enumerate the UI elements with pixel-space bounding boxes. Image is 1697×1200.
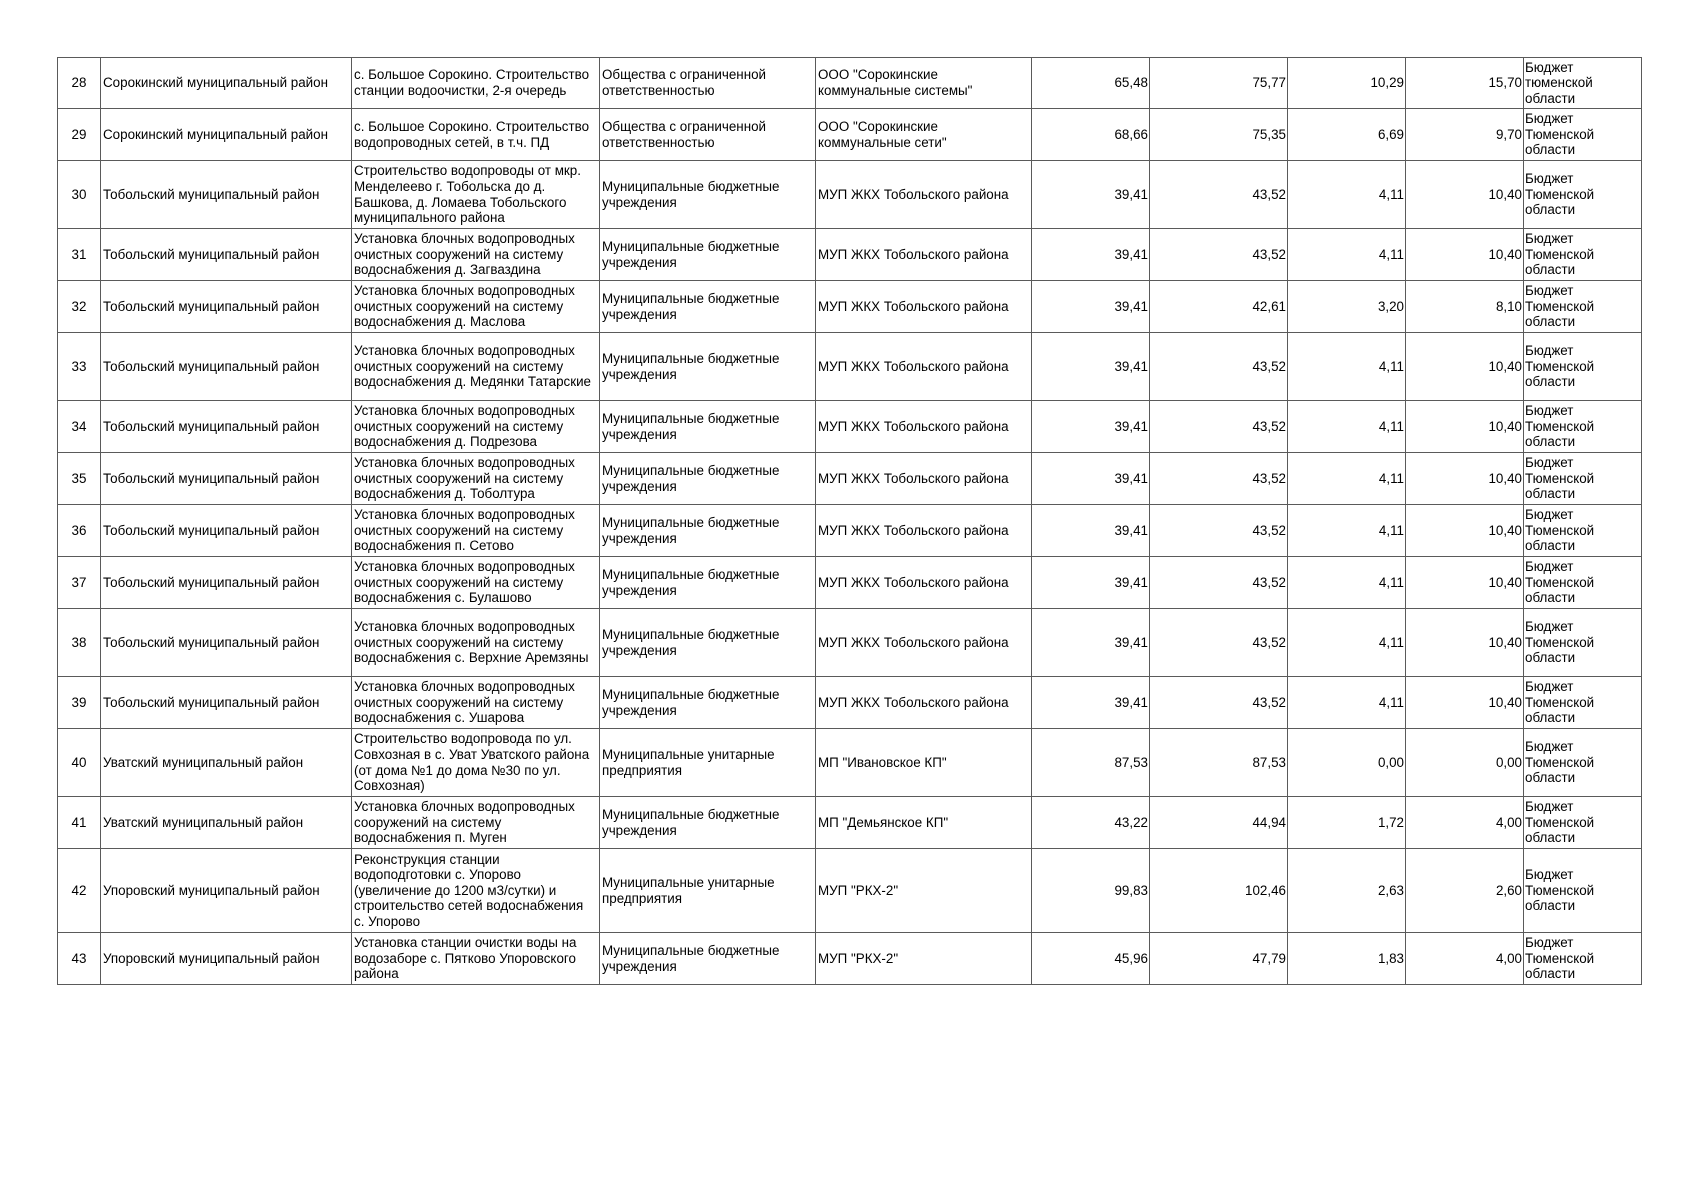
value-4-cell: 8,10 bbox=[1406, 281, 1524, 333]
value-3-cell: 1,72 bbox=[1288, 797, 1406, 849]
table-row bbox=[58, 677, 1642, 729]
value-3-cell: 4,11 bbox=[1288, 401, 1406, 453]
table-row bbox=[58, 609, 1642, 677]
organization-cell: ООО "Сорокинские коммунальные сети" bbox=[816, 109, 1032, 161]
value-1-cell: 39,41 bbox=[1032, 557, 1150, 609]
funding-source-cell: Бюджет Тюменской области bbox=[1524, 729, 1642, 797]
district-cell: Уватский муниципальный район bbox=[101, 797, 352, 849]
table-row bbox=[58, 401, 1642, 453]
value-1-cell: 87,53 bbox=[1032, 729, 1150, 797]
value-1-cell: 99,83 bbox=[1032, 849, 1150, 933]
table-row bbox=[58, 453, 1642, 505]
org-type-cell: Муниципальные бюджетные учреждения bbox=[600, 933, 816, 985]
organization-cell: МУП ЖКХ Тобольского района bbox=[816, 677, 1032, 729]
funding-source-cell: Бюджет Тюменской области bbox=[1524, 609, 1642, 677]
funding-source-cell: Бюджет Тюменской области bbox=[1524, 849, 1642, 933]
funding-source-cell: Бюджет Тюменской области bbox=[1524, 333, 1642, 401]
value-2-cell: 43,52 bbox=[1150, 229, 1288, 281]
value-3-cell: 0,00 bbox=[1288, 729, 1406, 797]
value-1-cell: 39,41 bbox=[1032, 229, 1150, 281]
project-cell: Установка блочных водопроводных очистных сооружений на систему водоснабжения с. Верхние Аремзяны bbox=[352, 609, 600, 677]
row-number: 30 bbox=[58, 161, 101, 229]
table-row bbox=[58, 109, 1642, 161]
value-2-cell: 43,52 bbox=[1150, 609, 1288, 677]
org-type-cell: Муниципальные бюджетные учреждения bbox=[600, 557, 816, 609]
value-4-cell: 10,40 bbox=[1406, 229, 1524, 281]
organization-cell: МУП ЖКХ Тобольского района bbox=[816, 161, 1032, 229]
value-1-cell: 39,41 bbox=[1032, 609, 1150, 677]
project-cell: Установка станции очистки воды на водозаборе с. Пятково Упоровского района bbox=[352, 933, 600, 985]
org-type-cell: Муниципальные бюджетные учреждения bbox=[600, 161, 816, 229]
org-type-cell: Муниципальные бюджетные учреждения bbox=[600, 333, 816, 401]
value-1-cell: 39,41 bbox=[1032, 677, 1150, 729]
value-3-cell: 4,11 bbox=[1288, 333, 1406, 401]
row-number: 39 bbox=[58, 677, 101, 729]
org-type-cell: Муниципальные бюджетные учреждения bbox=[600, 505, 816, 557]
district-cell: Тобольский муниципальный район bbox=[101, 557, 352, 609]
value-2-cell: 42,61 bbox=[1150, 281, 1288, 333]
project-cell: Установка блочных водопроводных очистных сооружений на систему водоснабжения д. Маслова bbox=[352, 281, 600, 333]
district-cell: Тобольский муниципальный район bbox=[101, 453, 352, 505]
value-4-cell: 10,40 bbox=[1406, 505, 1524, 557]
value-4-cell: 10,40 bbox=[1406, 677, 1524, 729]
org-type-cell: Муниципальные бюджетные учреждения bbox=[600, 677, 816, 729]
table-body bbox=[58, 58, 1642, 985]
project-cell: Установка блочных водопроводных очистных сооружений на систему водоснабжения п. Сетово bbox=[352, 505, 600, 557]
project-cell: Установка блочных водопроводных очистных сооружений на систему водоснабжения с. Булашово bbox=[352, 557, 600, 609]
org-type-cell: Муниципальные бюджетные учреждения bbox=[600, 401, 816, 453]
value-3-cell: 1,83 bbox=[1288, 933, 1406, 985]
project-cell: Установка блочных водопроводных очистных сооружений на систему водоснабжения д. Тоболтура bbox=[352, 453, 600, 505]
org-type-cell: Муниципальные бюджетные учреждения bbox=[600, 453, 816, 505]
district-cell: Тобольский муниципальный район bbox=[101, 505, 352, 557]
value-2-cell: 43,52 bbox=[1150, 453, 1288, 505]
district-cell: Тобольский муниципальный район bbox=[101, 401, 352, 453]
funding-source-cell: Бюджет Тюменской области bbox=[1524, 161, 1642, 229]
value-2-cell: 44,94 bbox=[1150, 797, 1288, 849]
value-2-cell: 43,52 bbox=[1150, 677, 1288, 729]
district-cell: Тобольский муниципальный район bbox=[101, 333, 352, 401]
row-number: 34 bbox=[58, 401, 101, 453]
funding-source-cell: Бюджет Тюменской области bbox=[1524, 401, 1642, 453]
row-number: 42 bbox=[58, 849, 101, 933]
project-cell: с. Большое Сорокино. Строительство водопроводных сетей, в т.ч. ПД bbox=[352, 109, 600, 161]
value-4-cell: 15,70 bbox=[1406, 58, 1524, 109]
value-1-cell: 45,96 bbox=[1032, 933, 1150, 985]
district-cell: Уватский муниципальный район bbox=[101, 729, 352, 797]
value-1-cell: 39,41 bbox=[1032, 453, 1150, 505]
funding-source-cell: Бюджет Тюменской области bbox=[1524, 677, 1642, 729]
project-cell: Установка блочных водопроводных очистных сооружений на систему водоснабжения д. Загваздина bbox=[352, 229, 600, 281]
value-3-cell: 2,63 bbox=[1288, 849, 1406, 933]
value-2-cell: 75,35 bbox=[1150, 109, 1288, 161]
org-type-cell: Муниципальные унитарные предприятия bbox=[600, 849, 816, 933]
row-number: 38 bbox=[58, 609, 101, 677]
org-type-cell: Муниципальные унитарные предприятия bbox=[600, 729, 816, 797]
org-type-cell: Общества с ограниченной ответственностью bbox=[600, 58, 816, 109]
district-cell: Упоровский муниципальный район bbox=[101, 849, 352, 933]
value-1-cell: 39,41 bbox=[1032, 161, 1150, 229]
organization-cell: МУП ЖКХ Тобольского района bbox=[816, 281, 1032, 333]
value-2-cell: 87,53 bbox=[1150, 729, 1288, 797]
value-1-cell: 68,66 bbox=[1032, 109, 1150, 161]
value-2-cell: 47,79 bbox=[1150, 933, 1288, 985]
table-row bbox=[58, 729, 1642, 797]
value-3-cell: 4,11 bbox=[1288, 609, 1406, 677]
table-row bbox=[58, 229, 1642, 281]
value-3-cell: 4,11 bbox=[1288, 557, 1406, 609]
value-2-cell: 43,52 bbox=[1150, 557, 1288, 609]
funding-source-cell: Бюджет тюменской области bbox=[1524, 58, 1642, 109]
table-row bbox=[58, 333, 1642, 401]
funding-source-cell: Бюджет Тюменской области bbox=[1524, 557, 1642, 609]
district-cell: Тобольский муниципальный район bbox=[101, 677, 352, 729]
value-4-cell: 10,40 bbox=[1406, 401, 1524, 453]
row-number: 35 bbox=[58, 453, 101, 505]
org-type-cell: Муниципальные бюджетные учреждения bbox=[600, 281, 816, 333]
value-1-cell: 39,41 bbox=[1032, 281, 1150, 333]
value-4-cell: 4,00 bbox=[1406, 797, 1524, 849]
organization-cell: МУП ЖКХ Тобольского района bbox=[816, 505, 1032, 557]
value-4-cell: 0,00 bbox=[1406, 729, 1524, 797]
table-row bbox=[58, 797, 1642, 849]
project-cell: Установка блочных водопроводных очистных сооружений на систему водоснабжения д. Медянки Татарские bbox=[352, 333, 600, 401]
table-row bbox=[58, 849, 1642, 933]
organization-cell: ООО "Сорокинские коммунальные системы" bbox=[816, 58, 1032, 109]
organization-cell: МУП ЖКХ Тобольского района bbox=[816, 229, 1032, 281]
organization-cell: МУП ЖКХ Тобольского района bbox=[816, 609, 1032, 677]
district-cell: Сорокинский муниципальный район bbox=[101, 109, 352, 161]
project-cell: Строительство водопровода по ул. Совхозная в с. Уват Уватского района (от дома №1 до дома №30 по ул. Совхозная) bbox=[352, 729, 600, 797]
funding-source-cell: Бюджет Тюменской области bbox=[1524, 797, 1642, 849]
value-2-cell: 102,46 bbox=[1150, 849, 1288, 933]
project-cell: Установка блочных водопроводных сооружений на систему водоснабжения п. Муген bbox=[352, 797, 600, 849]
value-2-cell: 43,52 bbox=[1150, 401, 1288, 453]
table-row bbox=[58, 281, 1642, 333]
row-number: 32 bbox=[58, 281, 101, 333]
row-number: 37 bbox=[58, 557, 101, 609]
value-4-cell: 9,70 bbox=[1406, 109, 1524, 161]
project-cell: Строительство водопроводы от мкр. Менделеево г. Тобольска до д. Башкова, д. Ломаева Тобольского муниципального района bbox=[352, 161, 600, 229]
value-2-cell: 43,52 bbox=[1150, 333, 1288, 401]
value-2-cell: 75,77 bbox=[1150, 58, 1288, 109]
value-3-cell: 6,69 bbox=[1288, 109, 1406, 161]
organization-cell: МУП "РКХ-2" bbox=[816, 933, 1032, 985]
project-cell: Реконструкция станции водоподготовки с. Упорово (увеличение до 1200 м3/сутки) и строительство сетей водоснабжения с. Упорово bbox=[352, 849, 600, 933]
district-cell: Тобольский муниципальный район bbox=[101, 229, 352, 281]
project-cell: Установка блочных водопроводных очистных сооружений на систему водоснабжения д. Подрезова bbox=[352, 401, 600, 453]
organization-cell: МУП ЖКХ Тобольского района bbox=[816, 333, 1032, 401]
value-1-cell: 39,41 bbox=[1032, 333, 1150, 401]
table-row bbox=[58, 933, 1642, 985]
funding-source-cell: Бюджет Тюменской области bbox=[1524, 229, 1642, 281]
funding-source-cell: Бюджет Тюменской области bbox=[1524, 933, 1642, 985]
value-4-cell: 10,40 bbox=[1406, 609, 1524, 677]
funding-source-cell: Бюджет Тюменской области bbox=[1524, 505, 1642, 557]
value-4-cell: 10,40 bbox=[1406, 557, 1524, 609]
value-4-cell: 10,40 bbox=[1406, 333, 1524, 401]
row-number: 31 bbox=[58, 229, 101, 281]
district-cell: Тобольский муниципальный район bbox=[101, 609, 352, 677]
data-table bbox=[57, 57, 1642, 985]
value-1-cell: 39,41 bbox=[1032, 505, 1150, 557]
funding-source-cell: Бюджет Тюменской области bbox=[1524, 281, 1642, 333]
value-4-cell: 2,60 bbox=[1406, 849, 1524, 933]
value-2-cell: 43,52 bbox=[1150, 505, 1288, 557]
org-type-cell: Муниципальные бюджетные учреждения bbox=[600, 797, 816, 849]
value-3-cell: 4,11 bbox=[1288, 505, 1406, 557]
value-2-cell: 43,52 bbox=[1150, 161, 1288, 229]
value-1-cell: 39,41 bbox=[1032, 401, 1150, 453]
value-3-cell: 3,20 bbox=[1288, 281, 1406, 333]
row-number: 28 bbox=[58, 58, 101, 109]
organization-cell: МУП ЖКХ Тобольского района bbox=[816, 557, 1032, 609]
table-row bbox=[58, 161, 1642, 229]
district-cell: Упоровский муниципальный район bbox=[101, 933, 352, 985]
district-cell: Тобольский муниципальный район bbox=[101, 161, 352, 229]
row-number: 36 bbox=[58, 505, 101, 557]
row-number: 33 bbox=[58, 333, 101, 401]
value-3-cell: 4,11 bbox=[1288, 229, 1406, 281]
row-number: 41 bbox=[58, 797, 101, 849]
district-cell: Сорокинский муниципальный район bbox=[101, 58, 352, 109]
row-number: 40 bbox=[58, 729, 101, 797]
row-number: 43 bbox=[58, 933, 101, 985]
organization-cell: МУП ЖКХ Тобольского района bbox=[816, 401, 1032, 453]
row-number: 29 bbox=[58, 109, 101, 161]
organization-cell: МП "Ивановское КП" bbox=[816, 729, 1032, 797]
organization-cell: МУП "РКХ-2" bbox=[816, 849, 1032, 933]
value-4-cell: 4,00 bbox=[1406, 933, 1524, 985]
table-row bbox=[58, 557, 1642, 609]
org-type-cell: Муниципальные бюджетные учреждения bbox=[600, 229, 816, 281]
value-1-cell: 65,48 bbox=[1032, 58, 1150, 109]
table-row bbox=[58, 58, 1642, 109]
value-3-cell: 4,11 bbox=[1288, 161, 1406, 229]
project-cell: с. Большое Сорокино. Строительство станции водоочистки, 2-я очередь bbox=[352, 58, 600, 109]
value-3-cell: 4,11 bbox=[1288, 453, 1406, 505]
organization-cell: МП "Демьянское КП" bbox=[816, 797, 1032, 849]
funding-source-cell: Бюджет Тюменской области bbox=[1524, 109, 1642, 161]
project-cell: Установка блочных водопроводных очистных сооружений на систему водоснабжения с. Ушарова bbox=[352, 677, 600, 729]
value-4-cell: 10,40 bbox=[1406, 161, 1524, 229]
org-type-cell: Общества с ограниченной ответственностью bbox=[600, 109, 816, 161]
value-3-cell: 10,29 bbox=[1288, 58, 1406, 109]
funding-source-cell: Бюджет Тюменской области bbox=[1524, 453, 1642, 505]
district-cell: Тобольский муниципальный район bbox=[101, 281, 352, 333]
value-4-cell: 10,40 bbox=[1406, 453, 1524, 505]
org-type-cell: Муниципальные бюджетные учреждения bbox=[600, 609, 816, 677]
value-3-cell: 4,11 bbox=[1288, 677, 1406, 729]
value-1-cell: 43,22 bbox=[1032, 797, 1150, 849]
table-row bbox=[58, 505, 1642, 557]
organization-cell: МУП ЖКХ Тобольского района bbox=[816, 453, 1032, 505]
